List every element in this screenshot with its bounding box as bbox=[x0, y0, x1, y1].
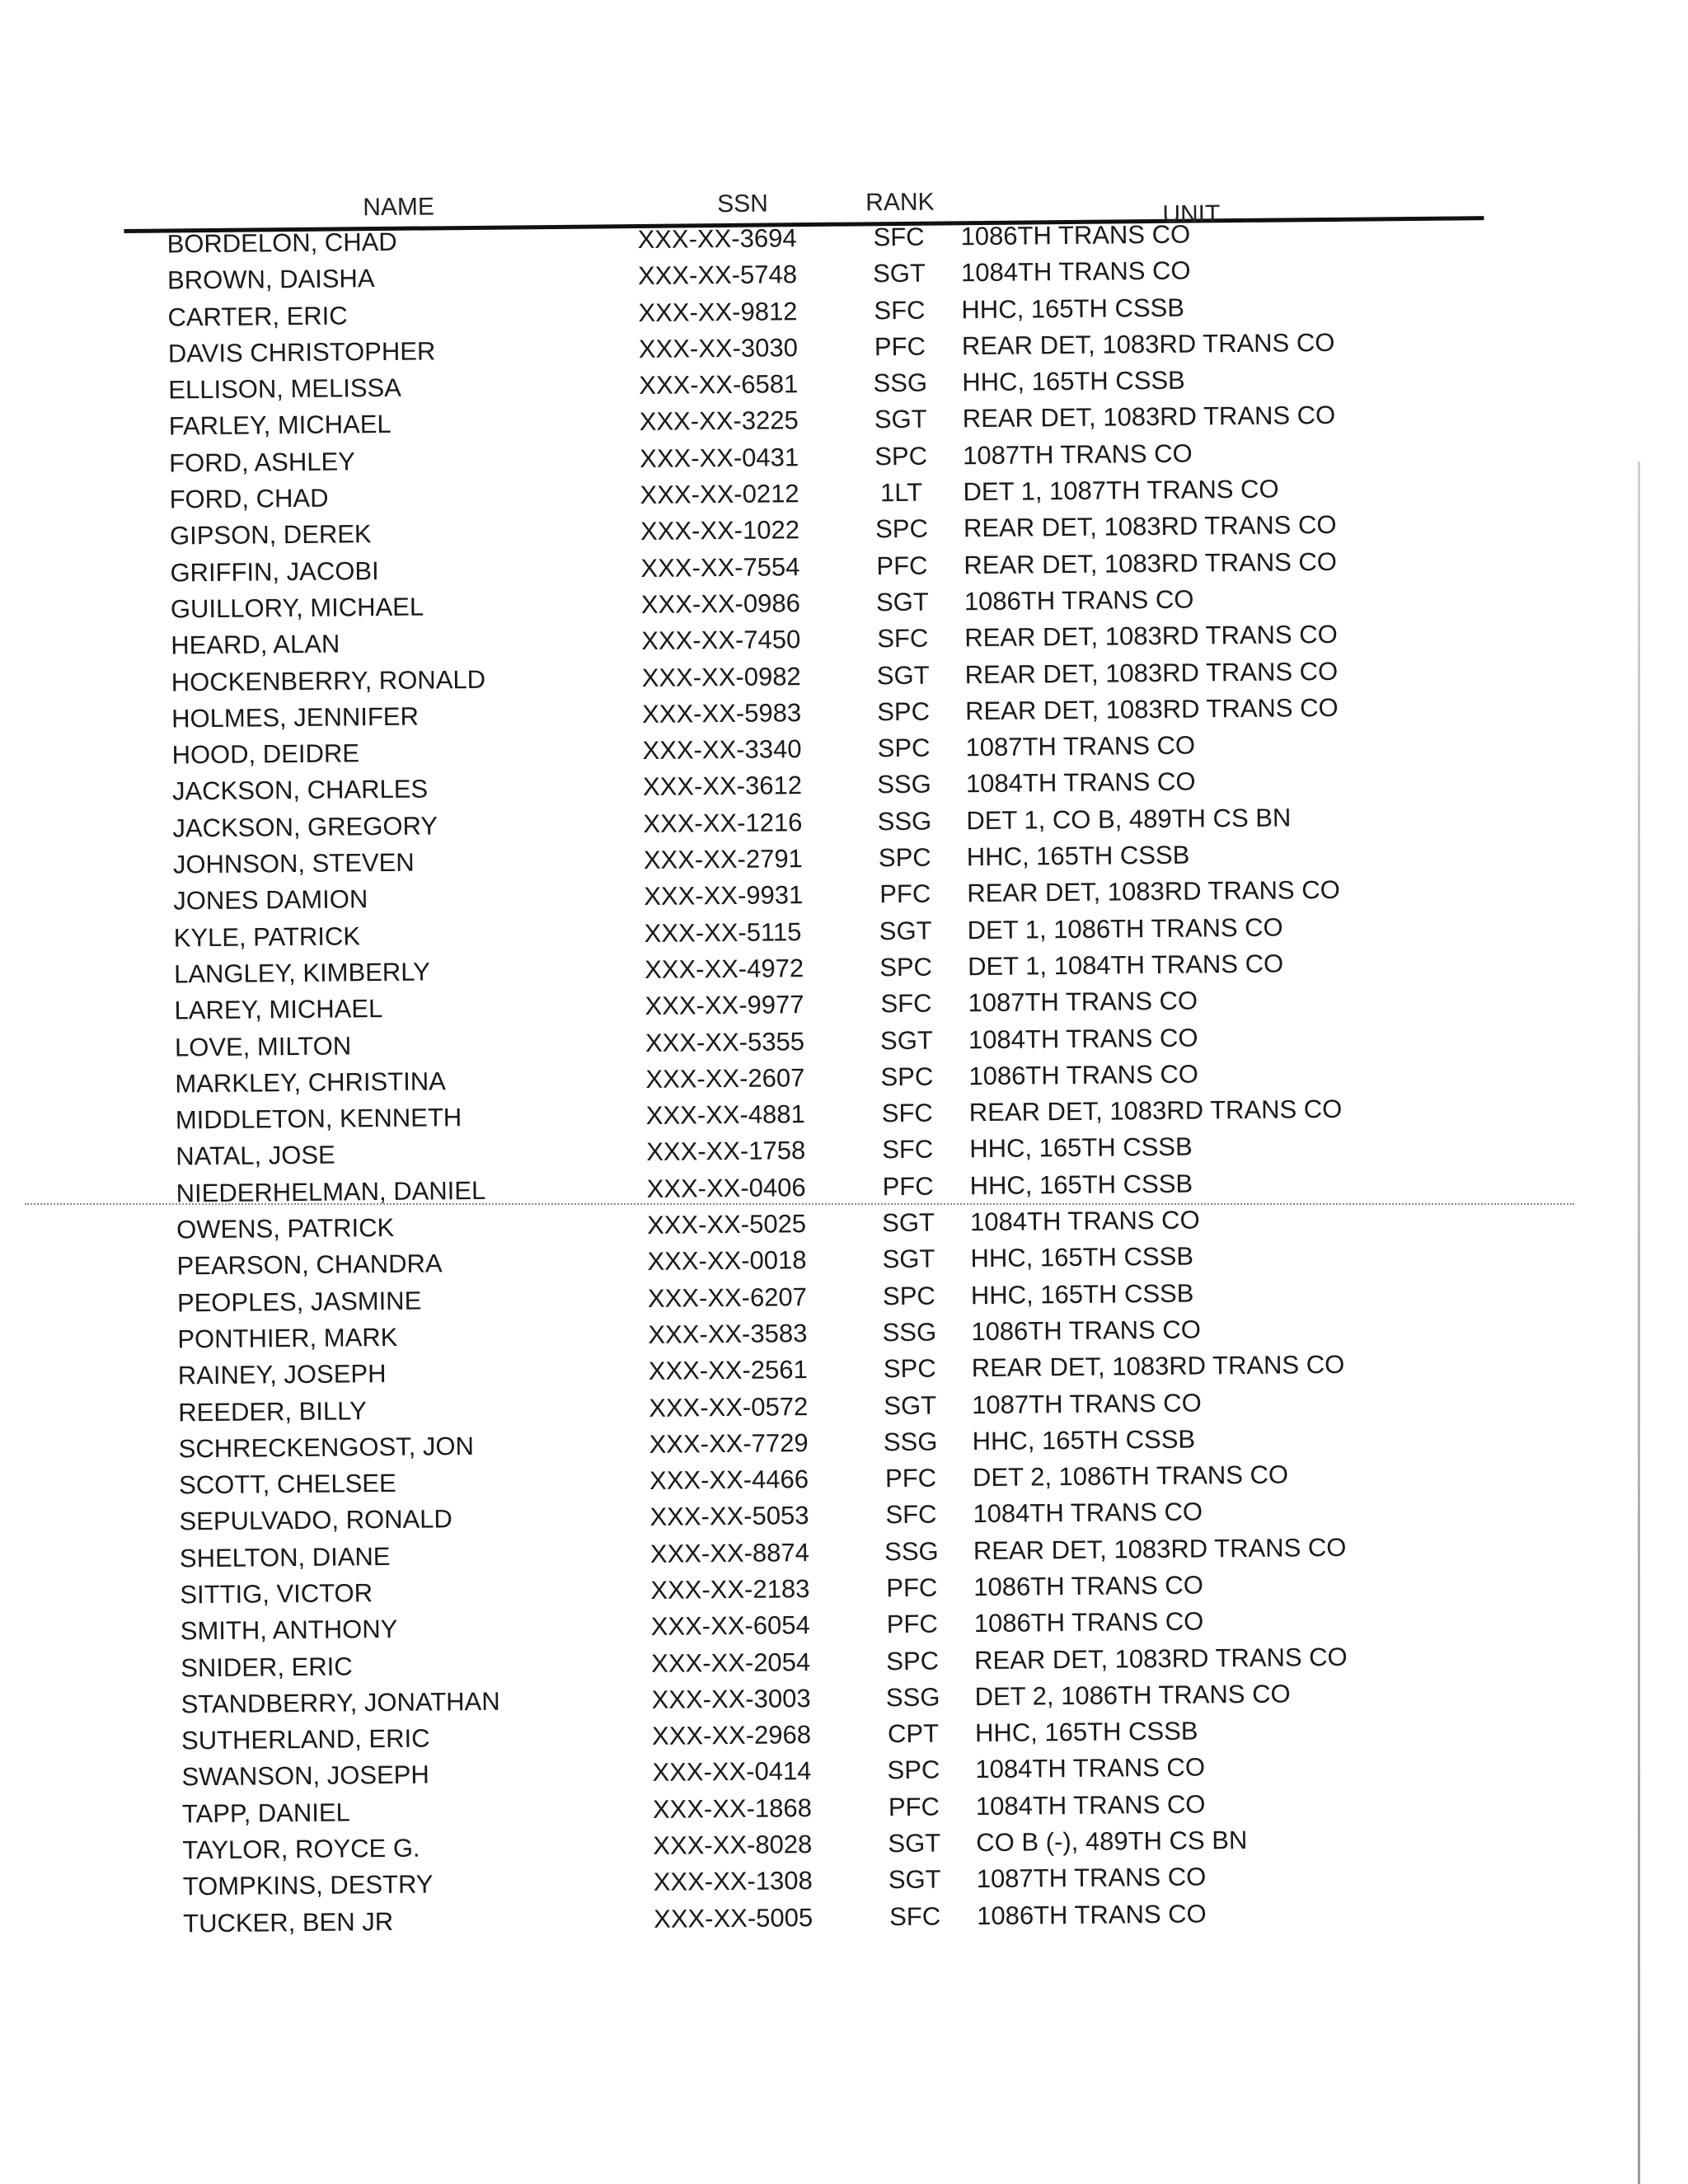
cell-rank: PFC bbox=[886, 1609, 938, 1639]
cell-name: TAYLOR, ROYCE G. bbox=[182, 1833, 420, 1865]
cell-ssn: XXX-XX-8028 bbox=[653, 1830, 813, 1860]
cell-name: PEOPLES, JASMINE bbox=[176, 1286, 422, 1318]
cell-ssn: XXX-XX-1308 bbox=[653, 1866, 813, 1897]
cell-name: LANGLEY, KIMBERLY bbox=[173, 957, 431, 989]
cell-name: MARKLEY, CHRISTINA bbox=[175, 1066, 447, 1099]
cell-rank: SGT bbox=[876, 660, 930, 690]
cell-rank: SGT bbox=[882, 1244, 935, 1274]
cell-unit: REAR DET, 1083RD TRANS CO bbox=[964, 692, 1339, 726]
cell-unit: REAR DET, 1083RD TRANS CO bbox=[971, 1350, 1345, 1383]
cell-name: JOHNSON, STEVEN bbox=[172, 847, 415, 879]
cell-unit: 1086TH TRANS CO bbox=[971, 1315, 1202, 1347]
cell-unit: 1087TH TRANS CO bbox=[965, 730, 1196, 762]
cell-ssn: XXX-XX-1868 bbox=[652, 1793, 813, 1824]
cell-ssn: XXX-XX-7450 bbox=[641, 625, 801, 656]
cell-ssn: XXX-XX-9812 bbox=[638, 296, 798, 327]
cell-rank: SFC bbox=[877, 623, 929, 654]
header-unit: UNIT bbox=[1162, 200, 1221, 228]
cell-unit: HHC, 165TH CSSB bbox=[974, 1716, 1198, 1748]
cell-rank: 1LT bbox=[879, 477, 923, 508]
cell-unit: 1086TH TRANS CO bbox=[973, 1606, 1204, 1638]
cell-name: NATAL, JOSE bbox=[176, 1141, 335, 1171]
cell-ssn: XXX-XX-5025 bbox=[646, 1209, 807, 1240]
cell-rank: PFC bbox=[876, 551, 928, 580]
cell-name: SUTHERLAND, ERIC bbox=[181, 1723, 430, 1755]
cell-ssn: XXX-XX-8874 bbox=[649, 1537, 810, 1568]
cell-rank: SFC bbox=[880, 988, 932, 1019]
cell-ssn: XXX-XX-3340 bbox=[642, 734, 802, 766]
cell-unit: 1087TH TRANS CO bbox=[962, 438, 1193, 471]
roster-table bbox=[124, 176, 1500, 1943]
cell-rank: SFC bbox=[889, 1901, 941, 1931]
cell-ssn: XXX-XX-3583 bbox=[648, 1319, 808, 1349]
cell-unit: HHC, 165TH CSSB bbox=[970, 1241, 1194, 1273]
cell-rank: SPC bbox=[887, 1755, 940, 1785]
cell-name: JONES DAMION bbox=[173, 884, 368, 916]
cell-unit: 1084TH TRANS CO bbox=[973, 1497, 1203, 1529]
cell-rank: PFC bbox=[874, 331, 926, 362]
cell-name: SCOTT, CHELSEE bbox=[178, 1468, 396, 1500]
cell-ssn: XXX-XX-2968 bbox=[651, 1720, 812, 1751]
cell-name: PONTHIER, MARK bbox=[177, 1322, 398, 1354]
cell-name: ELLISON, MELISSA bbox=[168, 373, 402, 405]
cell-rank: SGT bbox=[872, 258, 926, 288]
cell-rank: PFC bbox=[882, 1171, 934, 1201]
cell-ssn: XXX-XX-3030 bbox=[638, 333, 799, 363]
cell-unit: REAR DET, 1083RD TRANS CO bbox=[964, 620, 1338, 653]
cell-rank: SPC bbox=[874, 441, 928, 471]
cell-rank: SGT bbox=[888, 1828, 941, 1858]
cell-rank: SSG bbox=[877, 770, 931, 799]
cell-rank: SGT bbox=[874, 405, 927, 434]
cell-unit: HHC, 165TH CSSB bbox=[969, 1132, 1193, 1164]
cell-unit: REAR DET, 1083RD TRANS CO bbox=[964, 656, 1339, 689]
cell-ssn: XXX-XX-0986 bbox=[640, 588, 801, 619]
cell-unit: 1084TH TRANS CO bbox=[968, 1023, 1198, 1054]
cell-unit: 1086TH TRANS CO bbox=[964, 584, 1194, 616]
cell-ssn: XXX-XX-5355 bbox=[645, 1026, 805, 1057]
cell-ssn: XXX-XX-4466 bbox=[649, 1465, 809, 1496]
cell-ssn: XXX-XX-2607 bbox=[645, 1062, 805, 1094]
cell-unit: REAR DET, 1083RD TRANS CO bbox=[967, 875, 1340, 908]
cell-ssn: XXX-XX-9977 bbox=[645, 990, 804, 1021]
cell-unit: DET 1, 1084TH TRANS CO bbox=[967, 949, 1284, 982]
cell-rank: SFC bbox=[885, 1499, 937, 1530]
cell-ssn: XXX-XX-1022 bbox=[640, 515, 800, 546]
cell-rank: SGT bbox=[879, 916, 932, 945]
cell-rank: PFC bbox=[879, 879, 931, 909]
cell-name: KYLE, PATRICK bbox=[173, 921, 361, 953]
cell-name: HOCKENBERRY, RONALD bbox=[171, 664, 486, 697]
cell-name: TUCKER, BEN JR bbox=[183, 1906, 394, 1938]
cell-rank: SSG bbox=[885, 1682, 940, 1713]
cell-ssn: XXX-XX-2054 bbox=[651, 1647, 811, 1678]
cell-unit: REAR DET, 1083RD TRANS CO bbox=[961, 327, 1335, 361]
cell-unit: REAR DET, 1083RD TRANS CO bbox=[968, 1094, 1343, 1127]
cell-rank: SFC bbox=[881, 1098, 933, 1128]
cell-ssn: XXX-XX-4881 bbox=[645, 1099, 805, 1131]
cell-unit: HHC, 165TH CSSB bbox=[970, 1278, 1194, 1310]
cell-ssn: XXX-XX-0018 bbox=[647, 1245, 807, 1277]
cell-name: FORD, ASHLEY bbox=[169, 447, 356, 478]
cell-ssn: XXX-XX-3612 bbox=[642, 771, 803, 802]
cell-ssn: XXX-XX-5005 bbox=[654, 1902, 814, 1933]
cell-rank: PFC bbox=[886, 1572, 938, 1603]
cell-unit: 1086TH TRANS CO bbox=[973, 1570, 1203, 1602]
cell-rank: SFC bbox=[882, 1135, 934, 1165]
cell-unit: 1086TH TRANS CO bbox=[968, 1059, 1199, 1091]
cell-name: DAVIS CHRISTOPHER bbox=[167, 336, 436, 368]
cell-name: FORD, CHAD bbox=[169, 483, 329, 514]
cell-rank: SPC bbox=[882, 1281, 935, 1310]
table-body bbox=[124, 213, 1500, 1943]
cell-name: TAPP, DANIEL bbox=[181, 1797, 350, 1829]
cell-unit: 1087TH TRANS CO bbox=[972, 1388, 1202, 1419]
cell-rank: SGT bbox=[875, 587, 929, 617]
cell-unit: DET 2, 1086TH TRANS CO bbox=[972, 1460, 1289, 1493]
cell-ssn: XXX-XX-9931 bbox=[644, 880, 804, 912]
cell-unit: REAR DET, 1083RD TRANS CO bbox=[973, 1532, 1347, 1565]
cell-name: SHELTON, DIANE bbox=[179, 1541, 391, 1573]
cell-rank: SPC bbox=[879, 952, 933, 982]
cell-rank: SFC bbox=[873, 222, 925, 252]
cell-unit: REAR DET, 1083RD TRANS CO bbox=[963, 510, 1337, 543]
cell-name: LAREY, MICHAEL bbox=[174, 994, 383, 1025]
cell-unit: 1087TH TRANS CO bbox=[976, 1862, 1207, 1894]
cell-name: BROWN, DAISHA bbox=[166, 264, 375, 295]
cell-unit: REAR DET, 1083RD TRANS CO bbox=[964, 546, 1338, 579]
cell-rank: SGT bbox=[884, 1390, 937, 1420]
cell-name: PEARSON, CHANDRA bbox=[176, 1249, 443, 1281]
cell-ssn: XXX-XX-6581 bbox=[639, 369, 799, 401]
cell-unit: 1084TH TRANS CO bbox=[969, 1205, 1200, 1237]
cell-rank: SFC bbox=[874, 295, 926, 325]
cell-unit: HHC, 165TH CSSB bbox=[962, 365, 1185, 397]
cell-rank: SSG bbox=[873, 368, 928, 398]
cell-unit: HHC, 165TH CSSB bbox=[966, 840, 1190, 872]
cell-rank: PFC bbox=[884, 1463, 937, 1493]
cell-name: SNIDER, ERIC bbox=[181, 1651, 353, 1682]
cell-ssn: XXX-XX-2791 bbox=[643, 844, 803, 875]
header-rank: RANK bbox=[865, 188, 935, 217]
cell-rank: SPC bbox=[877, 733, 931, 763]
cell-ssn: XXX-XX-5983 bbox=[641, 697, 802, 729]
cell-name: TOMPKINS, DESTRY bbox=[182, 1869, 434, 1901]
cell-rank: SPC bbox=[874, 514, 929, 544]
cell-name: CARTER, ERIC bbox=[167, 300, 348, 332]
cell-rank: SPC bbox=[878, 842, 931, 873]
cell-rank: SGT bbox=[882, 1207, 935, 1238]
cell-ssn: XXX-XX-3694 bbox=[637, 223, 797, 255]
cell-name: SMITH, ANTHONY bbox=[180, 1615, 398, 1646]
cell-unit: HHC, 165TH CSSB bbox=[961, 293, 1185, 324]
cell-name: GIPSON, DEREK bbox=[169, 519, 372, 551]
cell-ssn: XXX-XX-3003 bbox=[651, 1683, 811, 1714]
cell-name: LOVE, MILTON bbox=[174, 1030, 352, 1062]
cell-rank: CPT bbox=[887, 1718, 940, 1749]
cell-rank: PFC bbox=[888, 1792, 940, 1821]
cell-ssn: XXX-XX-0572 bbox=[649, 1391, 809, 1422]
cell-ssn: XXX-XX-0982 bbox=[641, 661, 801, 692]
cell-ssn: XXX-XX-0406 bbox=[646, 1172, 806, 1203]
cell-name: JACKSON, GREGORY bbox=[172, 811, 438, 843]
cell-rank: SSG bbox=[884, 1536, 939, 1566]
cell-unit: DET 1, 1086TH TRANS CO bbox=[967, 912, 1283, 944]
cell-unit: CO B (-), 489TH CS BN bbox=[976, 1825, 1248, 1858]
cell-ssn: XXX-XX-0431 bbox=[639, 442, 799, 473]
cell-name: GRIFFIN, JACOBI bbox=[170, 555, 379, 588]
cell-rank: SGT bbox=[879, 1025, 933, 1055]
cell-unit: 1084TH TRANS CO bbox=[975, 1789, 1206, 1821]
cell-unit: 1084TH TRANS CO bbox=[960, 255, 1191, 288]
cell-ssn: XXX-XX-5748 bbox=[637, 260, 798, 291]
cell-name: FARLEY, MICHAEL bbox=[168, 410, 392, 441]
cell-unit: 1087TH TRANS CO bbox=[968, 986, 1198, 1018]
cell-rank: SGT bbox=[888, 1864, 941, 1895]
cell-name: HEARD, ALAN bbox=[171, 629, 340, 660]
cell-name: HOLMES, JENNIFER bbox=[171, 701, 420, 733]
cell-name: MIDDLETON, KENNETH bbox=[175, 1103, 462, 1135]
scan-edge-shadow bbox=[1638, 462, 1640, 2184]
cell-unit: 1084TH TRANS CO bbox=[965, 767, 1196, 799]
header-ssn: SSN bbox=[717, 190, 769, 218]
cell-rank: SPC bbox=[883, 1353, 936, 1384]
cell-ssn: XXX-XX-6207 bbox=[647, 1282, 808, 1313]
cell-ssn: XXX-XX-2561 bbox=[648, 1355, 808, 1386]
cell-unit: 1086TH TRANS CO bbox=[976, 1899, 1207, 1930]
cell-rank: SPC bbox=[886, 1646, 940, 1675]
cell-unit: REAR DET, 1083RD TRANS CO bbox=[974, 1642, 1348, 1675]
cell-unit: HHC, 165TH CSSB bbox=[969, 1169, 1193, 1200]
cell-name: STANDBERRY, JONATHAN bbox=[181, 1686, 500, 1719]
cell-name: HOOD, DEIDRE bbox=[171, 738, 360, 770]
cell-rank: SPC bbox=[880, 1062, 934, 1092]
cell-unit: 1086TH TRANS CO bbox=[960, 219, 1191, 251]
cell-rank: SPC bbox=[877, 696, 931, 727]
cell-name: SCHRECKENGOST, JON bbox=[178, 1431, 475, 1464]
cell-name: NIEDERHELMAN, DANIEL bbox=[176, 1175, 486, 1208]
header-name: NAME bbox=[363, 193, 435, 222]
cell-ssn: XXX-XX-6054 bbox=[650, 1610, 810, 1642]
cell-name: RAINEY, JOSEPH bbox=[177, 1359, 387, 1390]
cell-unit: DET 2, 1086TH TRANS CO bbox=[974, 1679, 1291, 1712]
cell-name: JACKSON, CHARLES bbox=[171, 774, 429, 806]
cell-name: BORDELON, CHAD bbox=[166, 227, 397, 259]
cell-name: SEPULVADO, RONALD bbox=[179, 1504, 452, 1536]
cell-ssn: XXX-XX-1758 bbox=[646, 1136, 806, 1167]
cell-ssn: XXX-XX-0212 bbox=[640, 479, 799, 510]
cell-name: OWENS, PATRICK bbox=[176, 1212, 395, 1244]
cell-name: REEDER, BILLY bbox=[178, 1395, 367, 1427]
cell-name: GUILLORY, MICHAEL bbox=[170, 592, 424, 624]
cell-name: SITTIG, VICTOR bbox=[180, 1578, 373, 1610]
cell-ssn: XXX-XX-5115 bbox=[644, 916, 802, 948]
cell-unit: HHC, 165TH CSSB bbox=[972, 1424, 1196, 1455]
cell-ssn: XXX-XX-4972 bbox=[644, 954, 804, 984]
cell-unit: DET 1, 1087TH TRANS CO bbox=[963, 474, 1279, 507]
cell-name: SWANSON, JOSEPH bbox=[181, 1760, 429, 1792]
cell-rank: SSG bbox=[877, 806, 932, 837]
cell-ssn: XXX-XX-2183 bbox=[650, 1574, 810, 1605]
cell-rank: SSG bbox=[882, 1317, 937, 1347]
cell-ssn: XXX-XX-7729 bbox=[649, 1427, 809, 1459]
cell-ssn: XXX-XX-0414 bbox=[652, 1756, 812, 1788]
cell-ssn: XXX-XX-3225 bbox=[639, 405, 799, 437]
cell-ssn: XXX-XX-5053 bbox=[649, 1501, 809, 1532]
cell-unit: DET 1, CO B, 489TH CS BN bbox=[966, 803, 1292, 835]
cell-rank: SSG bbox=[883, 1427, 938, 1457]
cell-ssn: XXX-XX-7554 bbox=[640, 551, 800, 583]
cell-unit: 1084TH TRANS CO bbox=[975, 1752, 1206, 1784]
cell-unit: REAR DET, 1083RD TRANS CO bbox=[962, 401, 1336, 434]
cell-ssn: XXX-XX-1216 bbox=[643, 807, 803, 838]
